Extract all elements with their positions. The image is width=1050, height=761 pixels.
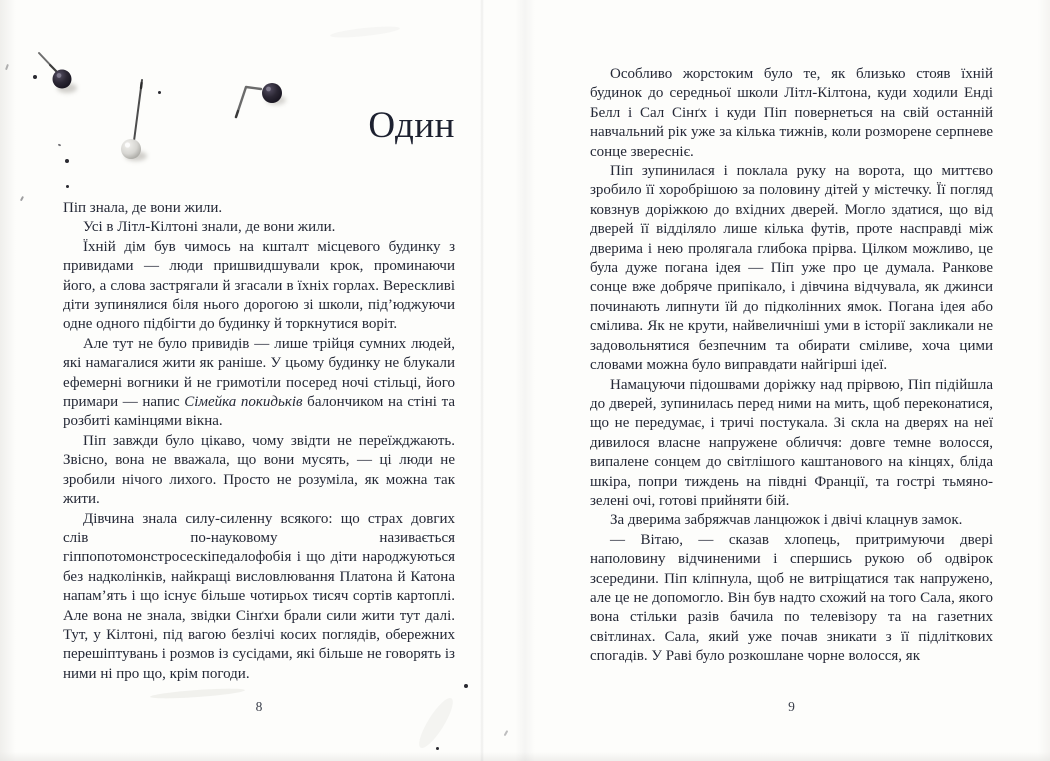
- page-right: [525, 0, 1050, 761]
- paragraph: Особливо жорстоким було те, як близько стояв їхній будинок до середньої школи Літл-Кілтона, куди ходили Енді Белл і Сал Сінґх і куди Піп повернеться на свій останній навчальний рік уже за кілька тижнів, коли розморене серпневе сонце звересніє.: [590, 66, 993, 160]
- paragraph: Намацуючи підошвами доріжку над прірвою, Піп підійшла до дверей, зупинилась перед ними на мить, щоб переконатися, що не передумає, і тричі постукала. Зі скла на дверях на неї дивилося власне напружене обличчя: довге темне волосся, випалене сонцем до світлішого каштанового на кінцях, бліда шкіра, попри тиждень на півдні Франції, та гострі тьмяно-зелені очі, готові прийняти бій.: [590, 376, 993, 509]
- body-text-right: [590, 65, 993, 697]
- paragraph: За дверима забряжчав ланцюжок і двічі клацнув замок.: [610, 512, 963, 529]
- push-pin-diagonal-dark-icon: [39, 53, 77, 93]
- paragraph: Піп завжди було цікаво, чому звідти не переїжджають. Звісно, вона не вважала, що вони мусять, — ці люди не зробили нічого лихого. Просто не розуміла, як можна так жити.: [63, 432, 455, 508]
- graffiti-title-italic: Сімейка покидьків: [184, 394, 303, 411]
- paragraph-text: Але тут не було привидів — лише трійця сумних людей, які намагалися жити як раніше. У цьому будинку не блукали ефемерні вогники й не гримотіли посеред ночі стільці, його примари — напис: [63, 335, 455, 411]
- paragraph: Піп зупинилася і поклала руку на ворота, що миттєво зробило її хоробрішою за половину дітей у містечку. Її погляд ковзнув доріжкою до вхідних дверей. Могло здатися, що від дверей її відділяло лише кілька футів, проте насправді між дверима і нею пролягала глибока прірва. Цілком можливо, це була дуже погана ідея — Піп уже про це думала. Ранкове сонце вже добряче припікало, і дівчина відчувала, як джинси починають липнути їй до підколінних ямок. Погана ідея або смілива. Як не крути, найвеличніші уми в історії закликали не задовольнятися безпечним та обирати сміливе, хоча цими словами можна було виправдати найгірші ідеї.: [590, 163, 993, 374]
- paragraph: — Вітаю, — сказав хлопець, притримуючи двері наполовину відчиненими і спершись рукою об одвірок зсередини. Піп кліпнула, щоб не витріщатися так напружено, але це не допомогло. Він був надто схожий на того Сала, якого вона стільки разів бачила по телевізору та на газетних світлинах. Сала, який уже почав зникати з її підліткових спогадів. У Раві було розкошлане чорне волосся, як: [590, 531, 993, 665]
- paragraph: Піп знала, де вони жили.: [63, 200, 223, 216]
- page-number-right: 9: [788, 699, 795, 714]
- paragraph-text: балончиком на стіні та розбиті камінцями вікна.: [63, 394, 455, 430]
- paragraph: Усі в Літл-Кілтоні знали, де вони жили.: [83, 219, 336, 236]
- page-number-left: 8: [255, 699, 263, 714]
- chapter-title: Один: [368, 105, 455, 146]
- paragraph: Їхній дім був чимось на кшталт місцевого будинку з привидами — люди пришвидшували крок, проминаючи його, а слова застрягали й згасали в їхніх горлах. Верескливі діти зупинялися біля нього дорогою зі школи, під’юджуючи одне одного підбігти до будинку й торкнутися воріт.: [63, 238, 455, 333]
- paragraph: [63, 335, 455, 432]
- body-text-left: [63, 199, 455, 696]
- paragraph: Дівчина знала силу-силенну всякого: що страх довгих слів по-науковому називається гіппопотомонстросескіпедалофобія і що діти народжуються без надколінків, найкращі висловлювання Платона й Катона напам’ять і що існує більше чотирьох тисяч сортів картоплі. Але вона не знала, звідки Сінґхи брали сили жити тут далі. Тут, у Кілтоні, під вагою безлічі косих поглядів, обережних перешіптувань і розмов із сусідами, які більше не говорять із ними ні про що, крім погоди.: [63, 510, 455, 682]
